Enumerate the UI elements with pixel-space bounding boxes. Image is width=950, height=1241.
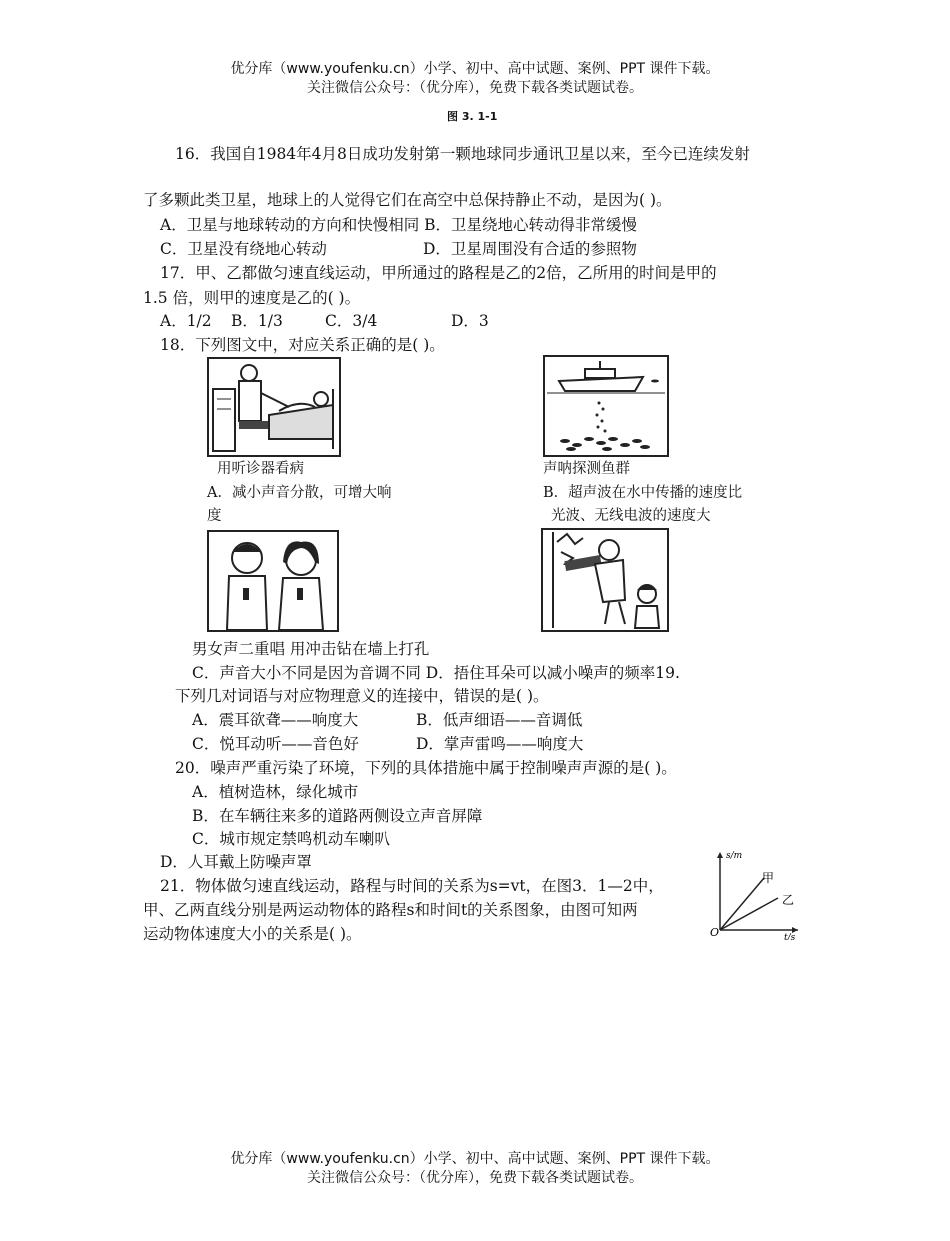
q18-option-cd: C．声音大小不同是因为音调不同 D．捂住耳朵可以减小噪声的频率19.: [192, 664, 680, 682]
q21-line-1: 21．物体做匀速直线运动，路程与时间的关系为s=vt，在图3．1—2中，: [160, 877, 664, 895]
q19-option-d: D．掌声雷鸣——响度大: [416, 735, 584, 753]
q18-option-b-line-1: B．超声波在水中传播的速度比: [543, 485, 743, 501]
q20-option-d: D．人耳戴上防噪声罩: [160, 853, 312, 871]
q20-option-c: C．城市规定禁鸣机动车喇叭: [192, 830, 390, 848]
footer-line-2: 关注微信公众号：（优分库），免费下载各类试题试卷。: [307, 1170, 643, 1186]
q16-option-d: D．卫星周围没有合适的参照物: [423, 240, 637, 258]
origin-label: O: [710, 926, 720, 939]
q16-option-ab: A．卫星与地球转动的方向和快慢相同 B．卫星绕地心转动得非常缓慢: [160, 216, 638, 234]
q17-line-1: 17．甲、乙都做匀速直线运动，甲所通过的路程是乙的2倍，乙所用的时间是甲的: [160, 264, 717, 282]
q21-line-2: 甲、乙两直线分别是两运动物体的路程s和时间t的关系图象，由图可知两: [143, 901, 638, 919]
drill-illustration: [541, 528, 669, 632]
s-t-graph: [706, 848, 804, 940]
q18-option-b-line-2: 光波、无线电波的速度大: [551, 508, 711, 524]
q18-option-a-line-1: A．减小声音分散，可增大响: [207, 485, 392, 501]
q17-line-2: 1.5 倍，则甲的速度是乙的( )。: [143, 289, 361, 307]
q18-stem: 18．下列图文中，对应关系正确的是( )。: [160, 336, 445, 354]
q20-option-a: A．植树造林，绿化城市: [192, 783, 359, 801]
q17-option-d: D．3: [451, 312, 489, 330]
duet-singers-illustration: [207, 530, 339, 632]
footer-line-1: 优分库（www.youfenku.cn）小学、初中、高中试题、案例、PPT 课件下载。: [230, 1151, 720, 1167]
header-line-2: 关注微信公众号：（优分库），免费下载各类试题试卷。: [307, 80, 643, 96]
figure-caption: 图 3. 1-1: [447, 110, 498, 123]
sonar-illustration: [543, 355, 669, 457]
q16-option-c: C．卫星没有绕地心转动: [160, 240, 327, 258]
y-axis-label: s/m: [726, 851, 743, 861]
q19-option-a: A．震耳欲聋——响度大: [192, 711, 359, 729]
figure-b-label: 声呐探测鱼群: [543, 461, 630, 477]
line-jia: [720, 878, 764, 930]
q19-option-c: C．悦耳动听——音色好: [192, 735, 359, 753]
q17-option-b: B．1/3: [231, 312, 283, 330]
figure-cd-labels: 男女声二重唱 用冲击钻在墙上打孔: [192, 640, 430, 658]
q20-option-b: B．在车辆往来多的道路两侧设立声音屏障: [192, 807, 483, 825]
stethoscope-illustration: [207, 357, 341, 457]
line-yi: [720, 898, 778, 930]
figure-a-label: 用听诊器看病: [217, 461, 304, 477]
q21-line-3: 运动物体速度大小的关系是( )。: [143, 925, 362, 943]
header-line-1: 优分库（www.youfenku.cn）小学、初中、高中试题、案例、PPT 课件下载。: [230, 61, 720, 77]
yi-label: 乙: [782, 893, 795, 907]
q17-option-a: A．1/2: [160, 312, 212, 330]
q18-option-a-line-2: 度: [207, 508, 222, 524]
jia-label: 甲: [762, 871, 775, 885]
q16-line-2: 了多颗此类卫星，地球上的人觉得它们在高空中总保持静止不动，是因为( )。: [143, 191, 672, 209]
q19-stem: 下列几对词语与对应物理意义的连接中，错误的是( )。: [175, 687, 549, 705]
q16-line-1: 16．我国自1984年4月8日成功发射第一颗地球同步通讯卫星以来，至今已连续发射: [175, 145, 750, 163]
q20-stem: 20．噪声严重污染了环境，下列的具体措施中属于控制噪声声源的是( )。: [175, 759, 677, 777]
q17-option-c: C．3/4: [325, 312, 378, 330]
q19-option-b: B．低声细语——音调低: [416, 711, 583, 729]
x-axis-label: t/s: [784, 933, 796, 940]
